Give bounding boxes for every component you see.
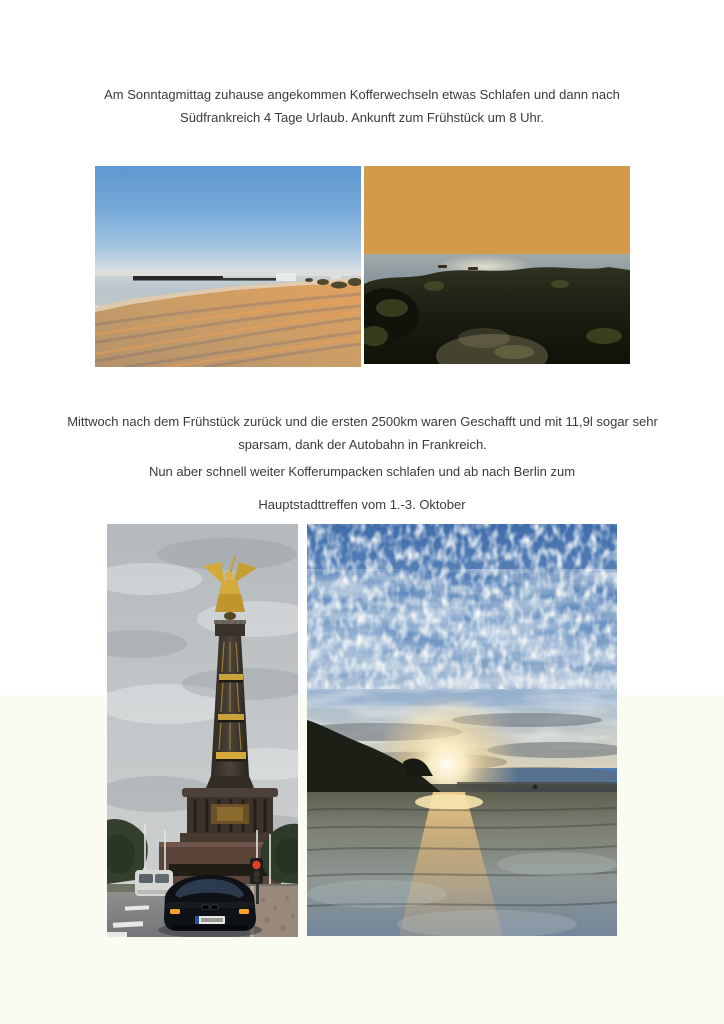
distant-boat <box>533 785 538 790</box>
paragraph-hauptstadttreffen: Hauptstadttreffen vom 1.-3. Oktober <box>258 497 466 512</box>
photo-sunset-dunes <box>364 166 630 364</box>
paragraph-return-trip: Mittwoch nach dem Frühstück zurück und die ersten 2500km waren Geschafft und mit 11,9l sogar sehr sparsam, dank der Autobahn in Frankreich. <box>67 414 658 452</box>
column-capital <box>214 620 246 636</box>
photo-beach-evening <box>95 166 361 367</box>
boat-silhouette <box>438 265 447 268</box>
photo-lake-sunset <box>307 524 617 936</box>
photo-victory-column <box>107 524 298 937</box>
car-indicator-left <box>170 909 180 914</box>
paragraph-south-france: Am Sonntagmittag zuhause angekommen Kofferwechseln etwas Schlafen und dann nach Südfrankreich 4 Tage Urlaub. Ankunft zum Frühstück um 8 Uhr. <box>104 87 620 125</box>
horizon-building <box>276 273 296 281</box>
lake-sunset-scene <box>307 524 617 936</box>
dunes-overlay <box>364 166 630 364</box>
paragraph-berlin: Nun aber schnell weiter Kofferumpacken schlafen und ab nach Berlin zum <box>148 464 576 479</box>
beach-sand-overlay <box>95 166 361 367</box>
car-indicator-right <box>239 909 249 914</box>
victory-column-scene <box>107 524 298 937</box>
jetty-silhouette <box>133 276 223 281</box>
